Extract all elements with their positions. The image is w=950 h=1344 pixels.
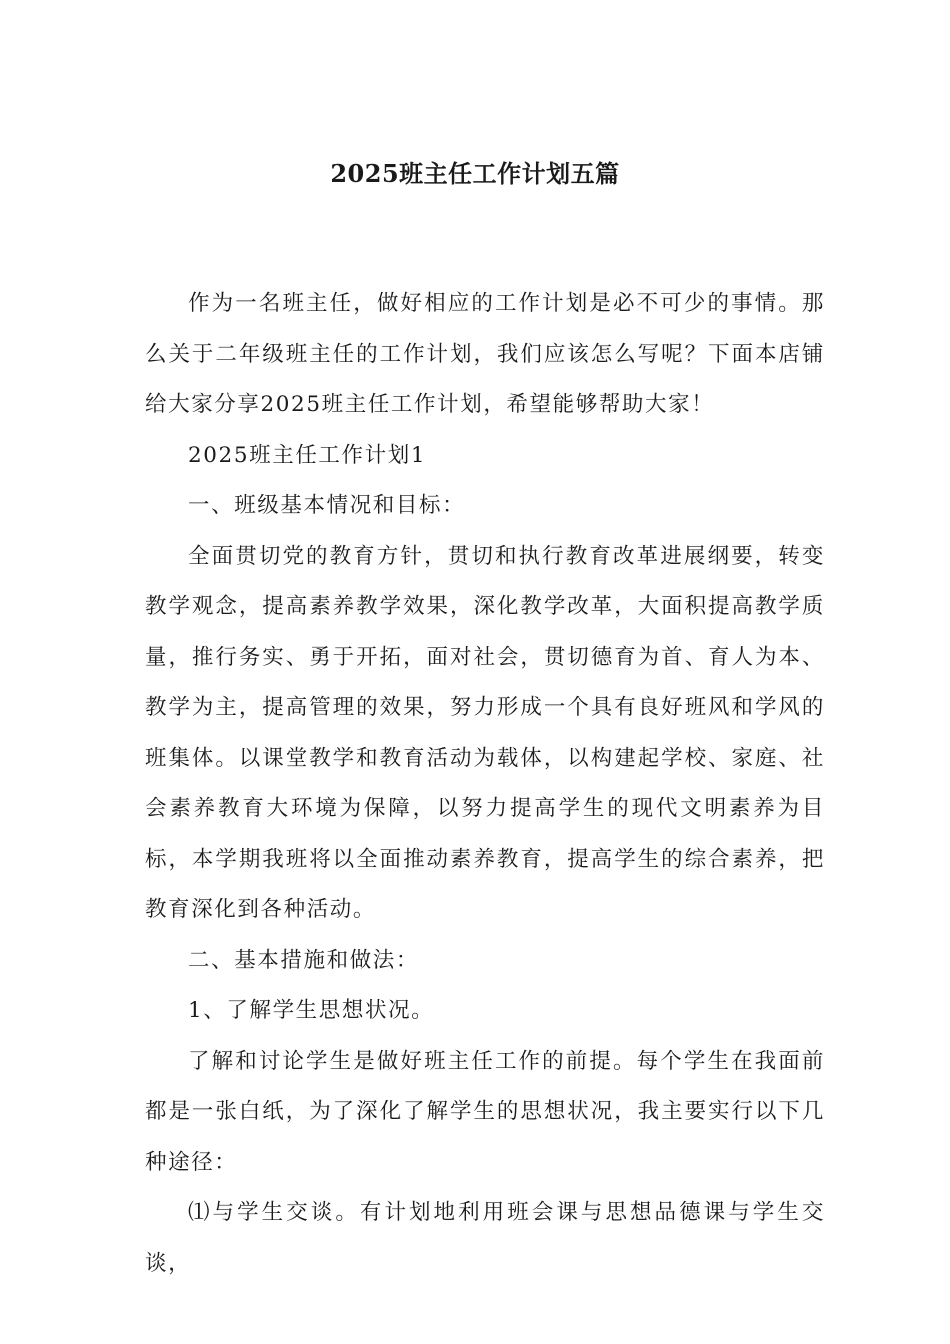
plan-1-heading: 2025班主任工作计划1 xyxy=(188,442,427,468)
subsection-1-heading: 1、了解学生思想状况。 xyxy=(188,998,435,1023)
list-item-1-paragraph: ⑴与学生交谈。有计划地利用班会课与思想品德课与学生交谈， xyxy=(145,1200,825,1276)
document-title: 2025班主任工作计划五篇 xyxy=(330,159,620,188)
section-1-heading: 一、班级基本情况和目标： xyxy=(188,493,466,518)
document-body xyxy=(145,279,825,1289)
section-2-heading: 二、基本措施和做法： xyxy=(188,947,420,973)
subsection-1-paragraph: 了解和讨论学生是做好班主任工作的前提。每个学生在我面前都是一张白纸，为了深化了解学生的思想状况，我主要实行以下几种途径： xyxy=(145,1048,825,1175)
section-1-paragraph: 全面贯切党的教育方针，贯切和执行教育改革进展纲要，转变教学观念，提高素养教学效果，深化教学改革，大面积提高教学质量，推行务实、勇于开拓，面对社会，贯切德育为首、育人为本、教学为主，提高管理的效果，努力形成一个具有良好班风和学风的班集体。以课堂教学和教育活动为载体，以构建起学校、家庭、社会素养教育大环境为保障，以努力提高学生的现代文明素养为目标，本学期我班将以全面推动素养教育，提高学生的综合素养，把教育深化到各种活动。 xyxy=(145,543,825,922)
intro-paragraph: 作为一名班主任，做好相应的工作计划是必不可少的事情。那么关于二年级班主任的工作计划，我们应该怎么写呢？下面本店铺给大家分享2025班主任工作计划，希望能够帮助大家！ xyxy=(145,291,825,417)
